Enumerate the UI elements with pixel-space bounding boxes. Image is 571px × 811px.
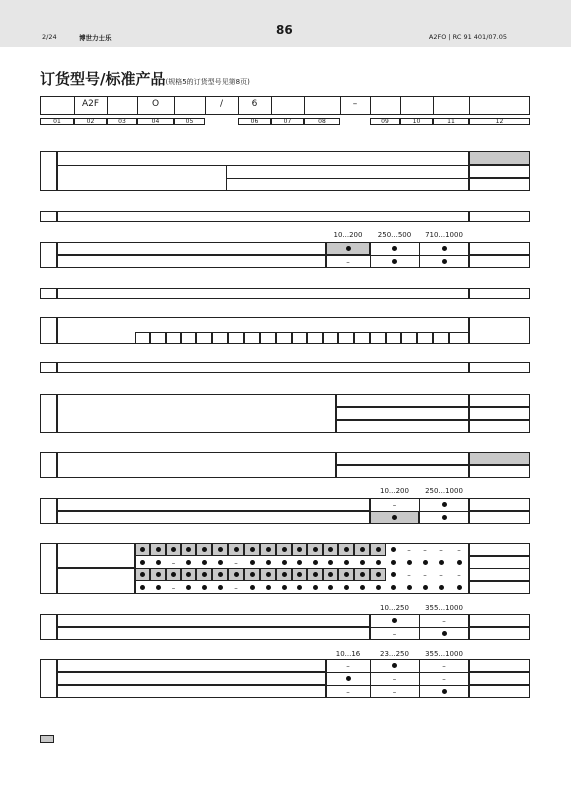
s10-size bbox=[150, 532, 166, 541]
s03-col: 250...500 bbox=[377, 231, 412, 239]
s07-r3box bbox=[336, 420, 469, 433]
s12-r1box bbox=[57, 659, 326, 672]
s11-mark: – bbox=[392, 629, 397, 638]
size-value bbox=[244, 334, 260, 343]
code-value bbox=[469, 409, 530, 418]
row-number bbox=[40, 461, 57, 469]
s09-col: 250...1000 bbox=[425, 487, 463, 495]
code-num: 04 bbox=[151, 118, 160, 125]
code-cell: A2F bbox=[81, 99, 100, 109]
row-number bbox=[40, 410, 57, 418]
s12-mark: – bbox=[392, 687, 397, 696]
legend-preferred-swatch bbox=[40, 735, 54, 743]
s10-mark: – bbox=[234, 558, 238, 567]
s10-mark: – bbox=[407, 570, 411, 579]
code-value bbox=[469, 500, 530, 509]
code-value bbox=[469, 363, 530, 372]
page-header bbox=[0, 0, 571, 47]
row-number bbox=[40, 565, 57, 573]
s03-r1 bbox=[57, 242, 326, 255]
s03-r2 bbox=[57, 255, 326, 268]
rule bbox=[174, 96, 175, 115]
s10-r2box bbox=[57, 568, 135, 594]
code-value bbox=[469, 661, 530, 670]
code-num: 12 bbox=[495, 118, 504, 125]
rule bbox=[419, 659, 420, 698]
s10-size bbox=[228, 532, 244, 541]
rule bbox=[400, 96, 401, 115]
code-value bbox=[469, 212, 530, 221]
code-value bbox=[469, 422, 530, 431]
s10-size bbox=[276, 532, 292, 541]
size-value bbox=[386, 334, 401, 343]
s12-mark: – bbox=[392, 674, 397, 683]
code-value bbox=[469, 289, 530, 298]
document-ref: A2FO | RC 91 401/07.05 bbox=[428, 33, 507, 41]
code-value bbox=[469, 687, 530, 696]
row-number bbox=[40, 167, 57, 175]
s03-col: 10...200 bbox=[333, 231, 363, 239]
s11-col: 355...1000 bbox=[425, 604, 463, 612]
row-number bbox=[40, 290, 57, 298]
code-num: 10 bbox=[412, 118, 421, 125]
s11-r2box bbox=[57, 627, 370, 640]
rule bbox=[57, 165, 469, 166]
code-value bbox=[469, 558, 530, 567]
row-number bbox=[40, 251, 57, 259]
s03-code1 bbox=[469, 242, 530, 255]
row-number bbox=[40, 327, 57, 335]
page-number: 86 bbox=[276, 23, 293, 37]
s10-size bbox=[135, 532, 150, 541]
s09-r1box bbox=[57, 498, 370, 511]
code-num: 01 bbox=[53, 118, 61, 125]
code-num: 08 bbox=[318, 118, 326, 125]
s10-mark: – bbox=[171, 583, 176, 592]
code-cell: – bbox=[352, 99, 358, 109]
code-value bbox=[469, 180, 530, 189]
s12-mark: – bbox=[442, 661, 446, 670]
code-cell: / bbox=[219, 99, 224, 109]
row-number bbox=[40, 364, 57, 372]
s03-mark: – bbox=[346, 257, 350, 266]
code-value bbox=[469, 570, 530, 579]
s12-r3box bbox=[57, 685, 326, 698]
s10-size bbox=[433, 532, 449, 541]
s10-size bbox=[401, 532, 417, 541]
size-value bbox=[323, 334, 338, 343]
s12-col: 10...16 bbox=[335, 650, 361, 658]
size-value bbox=[401, 334, 417, 343]
code-value bbox=[469, 454, 530, 463]
size-value bbox=[338, 334, 354, 343]
s10-mark: – bbox=[457, 570, 461, 579]
code-num: 11 bbox=[447, 118, 455, 125]
s10-size bbox=[323, 532, 338, 541]
rule bbox=[107, 96, 108, 115]
code-value bbox=[469, 467, 530, 476]
s09-mark: – bbox=[392, 500, 397, 509]
s07-main bbox=[57, 394, 336, 433]
rule bbox=[419, 614, 420, 640]
s09-r2box bbox=[57, 511, 370, 524]
s10-size bbox=[196, 532, 212, 541]
s11-col: 10...250 bbox=[380, 604, 409, 612]
rule bbox=[304, 96, 305, 115]
s08-r2box bbox=[336, 465, 469, 478]
size-value bbox=[370, 334, 386, 343]
rule bbox=[370, 659, 371, 698]
rule bbox=[326, 672, 469, 673]
code-num: 05 bbox=[185, 118, 194, 125]
s10-size bbox=[292, 532, 307, 541]
code-value bbox=[469, 674, 530, 683]
rule bbox=[419, 498, 420, 524]
code-num: 02 bbox=[86, 118, 95, 125]
rule bbox=[419, 242, 420, 268]
size-value bbox=[260, 334, 276, 343]
brand-name: 博世力士乐 bbox=[79, 34, 112, 42]
size-value bbox=[307, 334, 323, 343]
s10-size bbox=[449, 532, 469, 541]
s12-mark: – bbox=[442, 674, 446, 683]
s12-col: 355...1000 bbox=[425, 650, 463, 658]
s10-size bbox=[260, 532, 276, 541]
s10-size bbox=[244, 532, 260, 541]
size-value bbox=[354, 334, 370, 343]
s10-mark: – bbox=[423, 570, 427, 579]
code-value bbox=[469, 616, 530, 625]
rule bbox=[226, 178, 469, 179]
code-value bbox=[469, 396, 530, 405]
s12-mark: – bbox=[346, 687, 350, 696]
page-indicator: 2/24 bbox=[42, 33, 57, 41]
code-num: 03 bbox=[118, 118, 126, 125]
s10-size bbox=[307, 532, 323, 541]
s03-col: 710...1000 bbox=[425, 231, 463, 239]
s10-mark: – bbox=[171, 558, 176, 567]
s10-size bbox=[370, 532, 386, 541]
size-value bbox=[166, 334, 181, 343]
title-note: (规格5的订货型号见第8页) bbox=[165, 78, 250, 86]
rule bbox=[326, 255, 469, 256]
rule bbox=[433, 96, 434, 115]
row-number bbox=[40, 623, 57, 631]
s10-mark: – bbox=[234, 583, 238, 592]
row-number bbox=[40, 213, 57, 221]
s01-gray bbox=[469, 151, 530, 165]
s07-r2box bbox=[336, 407, 469, 420]
page-title: 订货型号/标准产品(规格5的订货型号见第8页) bbox=[40, 70, 250, 88]
code-value bbox=[469, 545, 530, 554]
s10-size bbox=[386, 532, 401, 541]
code-num: 09 bbox=[381, 118, 389, 125]
s01-blank bbox=[469, 165, 530, 178]
s10-mark: – bbox=[439, 545, 443, 554]
s11-r1box bbox=[57, 614, 370, 627]
s08-main bbox=[57, 452, 336, 478]
rule bbox=[469, 96, 470, 115]
s09-col: 10...200 bbox=[380, 487, 409, 495]
code-cell: 6 bbox=[251, 99, 258, 109]
s08-r1box bbox=[336, 452, 469, 465]
s02-main bbox=[57, 211, 469, 222]
size-value bbox=[276, 334, 292, 343]
size-value bbox=[212, 334, 228, 343]
s07-r1box bbox=[336, 394, 469, 407]
s11-mark: – bbox=[442, 616, 446, 625]
rule bbox=[370, 242, 371, 268]
s05-code bbox=[469, 317, 530, 344]
row-number bbox=[40, 507, 57, 515]
rule bbox=[326, 685, 469, 686]
s12-grid bbox=[326, 659, 469, 698]
size-value bbox=[181, 334, 196, 343]
s10-mark: – bbox=[407, 545, 411, 554]
size-value bbox=[228, 334, 244, 343]
s10-mark: – bbox=[423, 545, 427, 554]
code-value bbox=[469, 629, 530, 638]
size-value bbox=[417, 334, 433, 343]
code-value bbox=[469, 257, 530, 266]
size-value bbox=[449, 334, 469, 343]
s10-mark: – bbox=[439, 570, 443, 579]
code-num: 07 bbox=[283, 118, 292, 125]
size-value bbox=[196, 334, 212, 343]
code-value bbox=[469, 583, 530, 592]
size-value bbox=[135, 334, 150, 343]
s10-size bbox=[354, 532, 370, 541]
s04-main bbox=[57, 288, 469, 299]
s10-r1box bbox=[57, 543, 135, 568]
s12-col: 23...250 bbox=[380, 650, 409, 658]
s10-size bbox=[181, 532, 196, 541]
s12-mark: – bbox=[346, 661, 350, 670]
code-value bbox=[469, 513, 530, 522]
rule bbox=[271, 96, 272, 115]
code-row bbox=[40, 96, 530, 115]
code-num: 06 bbox=[250, 118, 259, 125]
s12-r2box bbox=[57, 672, 326, 685]
size-value bbox=[292, 334, 307, 343]
s10-size bbox=[417, 532, 433, 541]
s10-size bbox=[166, 532, 181, 541]
size-value bbox=[150, 334, 166, 343]
s06-main bbox=[57, 362, 469, 373]
s10-grid bbox=[135, 543, 469, 594]
s10-size bbox=[338, 532, 354, 541]
rule bbox=[370, 96, 371, 115]
s10-size bbox=[212, 532, 228, 541]
s01-main bbox=[57, 151, 469, 191]
size-value bbox=[433, 334, 449, 343]
s10-mark: – bbox=[457, 545, 461, 554]
row-number bbox=[40, 675, 57, 683]
code-cell: O bbox=[151, 99, 160, 109]
